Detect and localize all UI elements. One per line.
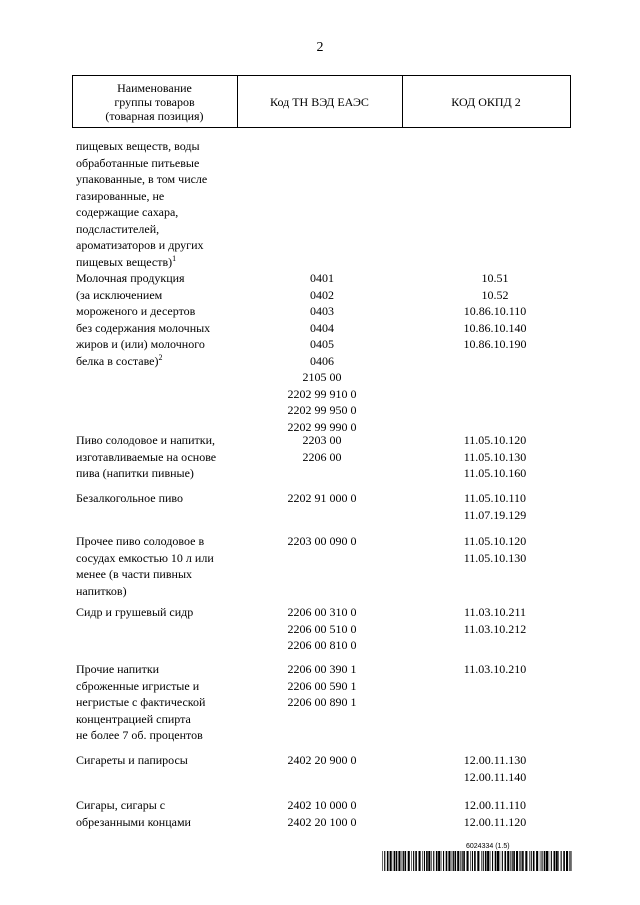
tn-ved-code: 2206 00 <box>302 449 342 464</box>
tn-ved-cell <box>272 270 372 435</box>
tn-ved-code: 2105 00 <box>302 370 342 384</box>
tn-ved-code: 2402 10 000 0 <box>287 798 357 812</box>
tn-ved-code: 2402 20 900 0 <box>287 753 357 767</box>
product-group-line <box>76 254 256 271</box>
product-group-line: менее (в части пивных <box>76 567 193 581</box>
tn-ved-code: 2202 99 950 0 <box>287 403 357 417</box>
tn-ved-code: 0405 <box>310 337 334 351</box>
product-group-line <box>76 353 256 370</box>
product-group-line: концентрацией спирта <box>76 711 191 726</box>
tn-ved-code: 2203 00 090 0 <box>287 534 357 548</box>
okpd-cell <box>428 270 562 353</box>
product-group-line: Сидр и грушевый сидр <box>76 605 194 619</box>
barcode-number: 6024334 (1.5) <box>466 843 510 850</box>
okpd-cell <box>428 533 562 566</box>
barcode-icon <box>382 851 572 871</box>
tn-ved-code: 2206 00 590 1 <box>287 678 357 693</box>
okpd-code: 11.05.10.120 <box>463 534 527 548</box>
tn-ved-code: 2203 00 <box>302 433 342 447</box>
product-group-line: негристые с фактической <box>76 695 206 709</box>
okpd-code: 10.86.10.140 <box>463 320 527 335</box>
tn-ved-code: 2202 99 910 0 <box>287 386 357 401</box>
tn-ved-cell <box>272 604 372 654</box>
product-group-line: без содержания молочных <box>76 320 211 335</box>
tn-ved-cell <box>272 533 372 550</box>
tn-ved-code: 2206 00 310 0 <box>287 605 357 619</box>
header-product-group <box>72 76 237 127</box>
product-group-line: изготавливаемые на основе <box>76 449 217 464</box>
tn-ved-code: 2206 00 510 0 <box>287 621 357 636</box>
tn-ved-code: 2202 91 000 0 <box>287 491 357 505</box>
okpd-code: 10.86.10.110 <box>463 304 527 318</box>
tn-ved-cell <box>272 432 372 465</box>
product-group-line: Прочие напитки <box>76 662 160 676</box>
product-group-line: газированные, не <box>76 188 165 203</box>
tn-ved-cell <box>272 797 372 830</box>
okpd-code: 11.05.10.120 <box>463 433 527 447</box>
product-group-line: обрезанными концами <box>76 814 191 829</box>
product-group-line: Молочная продукция <box>76 271 185 285</box>
product-group-cell <box>76 752 256 769</box>
product-group-text: белка в составе) <box>76 353 159 368</box>
product-group-line: напитков) <box>76 583 127 598</box>
tn-ved-cell <box>272 490 372 507</box>
product-group-line: упакованные, в том числе <box>76 172 208 186</box>
product-group-line: Прочее пиво солодовое в <box>76 534 205 548</box>
okpd-code: 11.03.10.210 <box>463 662 527 676</box>
product-group-line: содержащие сахара, <box>76 205 179 219</box>
product-group-line: не более 7 об. процентов <box>76 728 203 742</box>
tn-ved-cell <box>272 752 372 769</box>
okpd-code: 10.86.10.190 <box>463 337 527 351</box>
okpd-cell <box>428 490 562 523</box>
product-group-cell <box>76 797 256 830</box>
tn-ved-code: 0404 <box>310 320 334 335</box>
okpd-code: 12.00.11.130 <box>463 753 527 767</box>
product-group-cell <box>76 490 256 507</box>
okpd-code: 12.00.11.110 <box>463 798 527 812</box>
product-group-line: пищевых веществ, воды <box>76 139 200 153</box>
tn-ved-code: 2402 20 100 0 <box>287 814 357 829</box>
footnote-marker: 2 <box>158 352 163 362</box>
okpd-code: 11.05.10.160 <box>463 466 527 480</box>
product-group-line: обработанные питьевые <box>76 155 200 170</box>
product-group-line: (за исключением <box>76 287 163 302</box>
okpd-code: 11.05.10.130 <box>463 550 527 565</box>
okpd-cell <box>428 752 562 785</box>
okpd-cell <box>428 661 562 678</box>
okpd-code: 12.00.11.140 <box>463 769 527 784</box>
header-product-group-line: (товарная позиция) <box>105 108 204 123</box>
product-group-text: пищевых веществ) <box>76 254 173 269</box>
product-group-line: Пиво солодовое и напитки, <box>76 433 215 447</box>
okpd-code: 10.51 <box>481 271 509 285</box>
okpd-code: 11.07.19.129 <box>463 507 527 522</box>
header-okpd: КОД ОКПД 2 <box>451 94 521 109</box>
product-group-line: жиров и (или) молочного <box>76 337 205 351</box>
tn-ved-code: 2206 00 810 0 <box>287 638 357 652</box>
tn-ved-code: 2206 00 390 1 <box>287 662 357 676</box>
product-group-cell <box>76 533 256 599</box>
tn-ved-code: 2206 00 890 1 <box>287 695 357 709</box>
product-group-cell <box>76 661 256 744</box>
tn-ved-code: 0406 <box>310 353 334 368</box>
tn-ved-code: 2202 99 990 0 <box>287 419 357 434</box>
product-group-cell <box>76 432 256 482</box>
okpd-code: 12.00.11.120 <box>463 814 527 829</box>
okpd-code: 11.03.10.211 <box>463 605 527 619</box>
okpd-cell <box>428 604 562 637</box>
header-tn-ved: Код ТН ВЭД ЕАЭС <box>270 94 369 109</box>
footnote-marker: 1 <box>172 253 177 263</box>
page-number: 2 <box>316 40 324 55</box>
product-group-line: Сигары, сигары с <box>76 798 166 812</box>
table-border-right <box>570 75 571 128</box>
header-product-group-line: группы товаров <box>114 94 195 109</box>
product-group-line: Сигареты и папиросы <box>76 753 188 767</box>
product-group-line: сосудах емкостью 10 л или <box>76 550 214 565</box>
table-header-bottom-border <box>72 127 570 128</box>
product-group-line: ароматизаторов и других <box>76 238 204 252</box>
product-group-cell <box>76 138 256 270</box>
okpd-code: 11.03.10.212 <box>463 621 527 636</box>
header-product-group-line: Наименование <box>117 80 192 95</box>
okpd-code: 10.52 <box>481 287 509 302</box>
okpd-code: 11.05.10.110 <box>463 491 527 505</box>
tn-ved-code: 0403 <box>310 304 334 318</box>
product-group-cell <box>76 270 256 369</box>
tn-ved-cell <box>272 661 372 711</box>
okpd-cell <box>428 432 562 482</box>
product-group-line: пива (напитки пивные) <box>76 466 194 480</box>
product-group-line: мороженого и десертов <box>76 304 196 318</box>
tn-ved-code: 0402 <box>310 287 334 302</box>
product-group-line: подсластителей, <box>76 221 160 236</box>
okpd-cell <box>428 797 562 830</box>
product-group-line: Безалкогольное пиво <box>76 491 183 505</box>
product-group-line: сброженные игристые и <box>76 678 200 693</box>
tn-ved-code: 0401 <box>310 271 334 285</box>
product-group-cell <box>76 604 256 621</box>
okpd-code: 11.05.10.130 <box>463 449 527 464</box>
